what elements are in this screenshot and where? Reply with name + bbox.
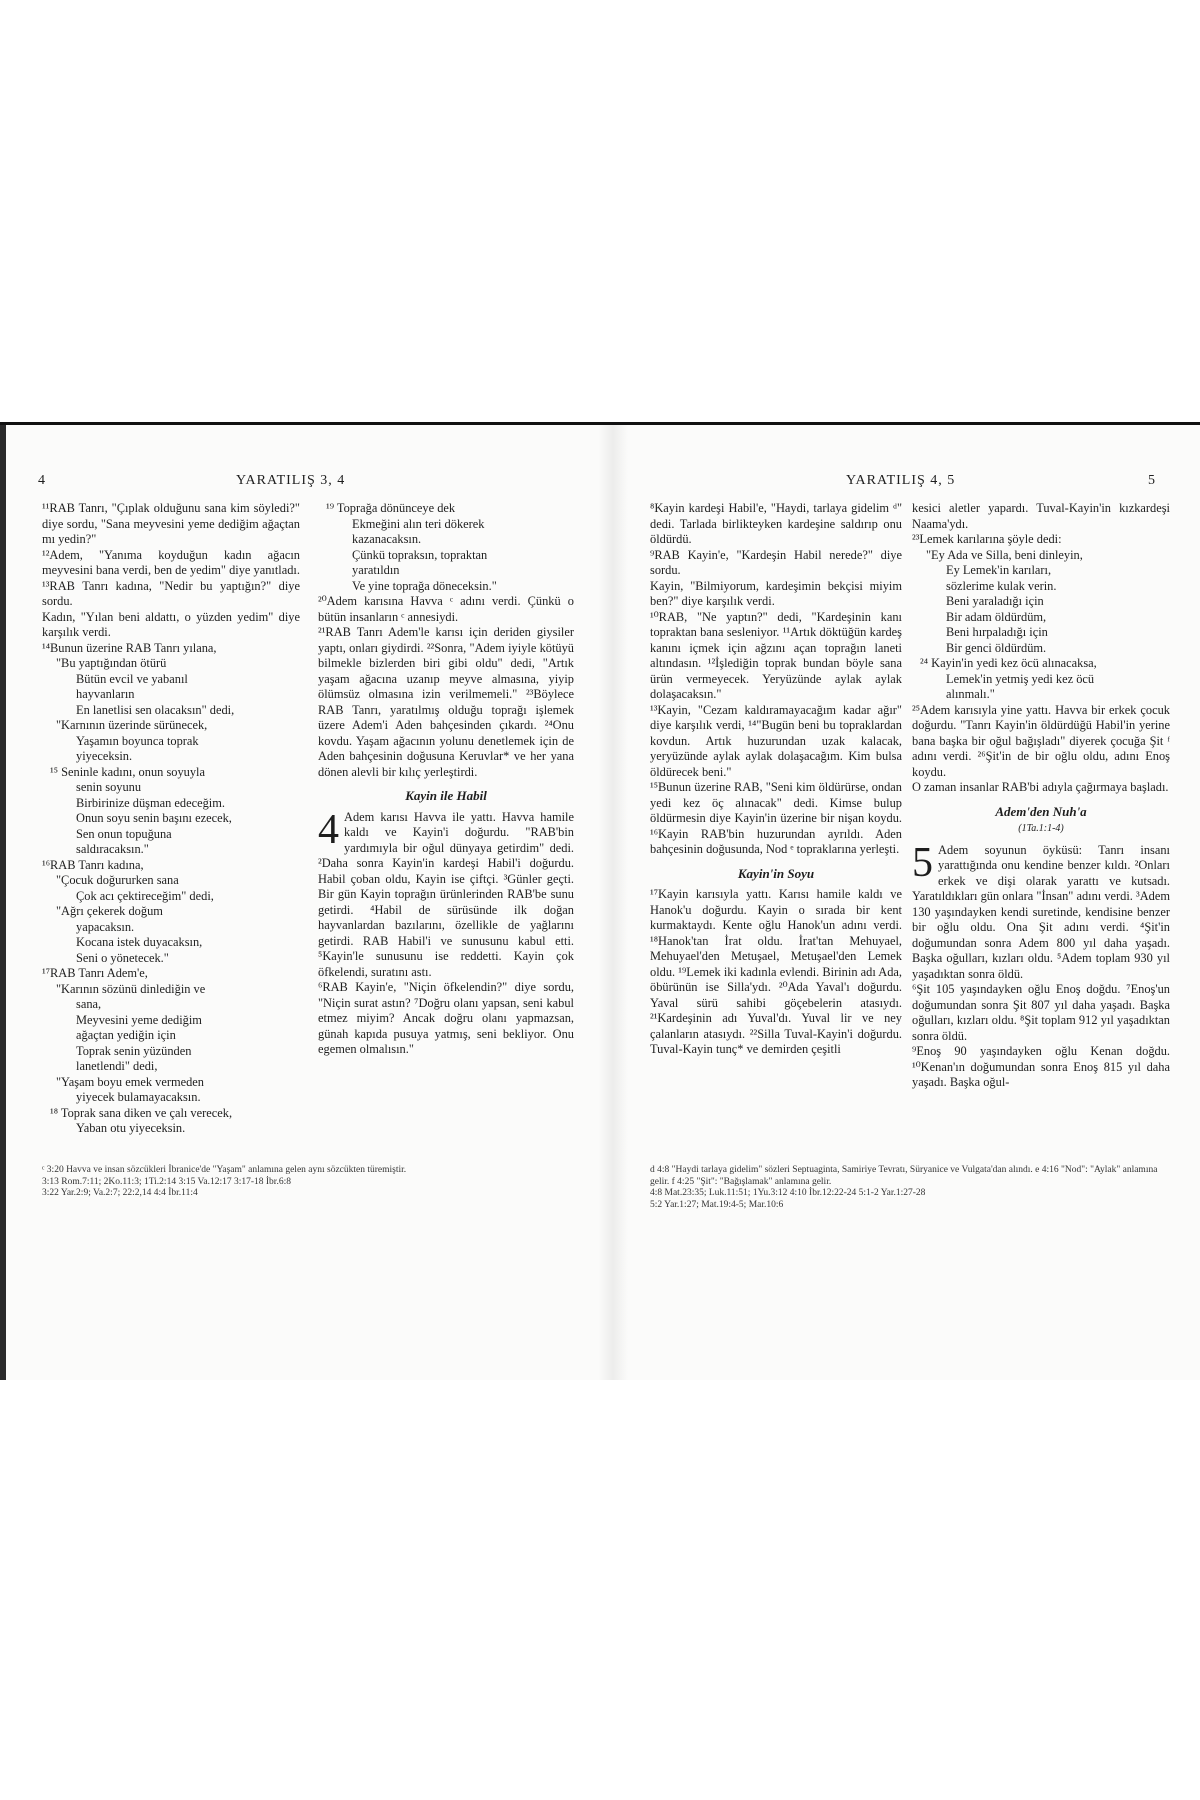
- poetry-line: ağaçtan yediğin için: [76, 1028, 176, 1042]
- footnote-line: 3:22 Yar.2:9; Va.2:7; 22:2,14 4:4 İbr.11:4: [42, 1188, 198, 1198]
- left-column-1: [42, 501, 300, 1137]
- right-header: [640, 473, 1180, 491]
- paragraph-text: Adem soyunun öyküsü: Tanrı insanı yarattığında onu kendine benzer kıldı. ²Onları erkek ve dişi olarak yarattı ve kutsadı. Yaratıldıkları gün onlara "İnsan" adını verdi. ³Adem 130 yaşındayken kendi suretinde, kendisine benzer bir oğlu oldu. Ona Şit adını verdi. ⁴Şit'in doğumundan sonra Adem 800 yıl daha yaşadı. Başka oğulları, kızları oldu. ⁵Adem toplam 930 yıl yaşadıktan sonra öldü.: [912, 842, 1170, 981]
- poetry-line: Ekmeğini alın teri dökerek: [352, 516, 485, 531]
- poetry-line: "Karnının üzerinde sürünecek,: [56, 718, 208, 732]
- verse-paragraph: ⁹RAB Kayin'e, "Kardeşin Habil nerede?" diye sordu.: [650, 547, 902, 577]
- verse-paragraph: ¹⁵Bunun üzerine RAB, "Seni kim öldürürse, ondan yedi kez öç alınacak" dedi. Kimse bulup öldürmesin diye Kayin'in üzerine bir nişan koydu. ¹⁶Kayin RAB'bin huzurundan ayrıldı. Aden bahçesinin doğusunda, Nod ᵉ topraklarına yerleşti.: [650, 780, 902, 856]
- book-spread: [0, 422, 1200, 1380]
- poetry-line: En lanetlisi sen olacaksın" dedi,: [76, 702, 235, 717]
- chapter-number: 5: [912, 839, 933, 886]
- cross-reference: (1Ta.1:1-4): [1018, 823, 1064, 834]
- section-heading: Adem'den Nuh'a: [995, 803, 1087, 819]
- chapter-number: 4: [318, 806, 339, 853]
- footnote-line: ᶜ 3:20 Havva ve insan sözcükleri İbranice'de "Yaşam" anlamına gelen aynı sözcükten türemiştir.: [42, 1165, 407, 1175]
- verse-paragraph: Kayin, "Bilmiyorum, kardeşimin bekçisi miyim ben?" diye karşılık verdi.: [650, 578, 902, 608]
- poetry-line: Çok acı çektireceğim" dedi,: [76, 888, 214, 903]
- left-column-2: [318, 501, 574, 1058]
- poetry-line: "Yaşam boyu emek vermeden: [56, 1074, 204, 1089]
- poetry-line: sana,: [76, 997, 102, 1011]
- poetry-line: Ve yine toprağa döneceksin.": [352, 578, 497, 593]
- page-number: 4: [38, 473, 46, 488]
- verse-paragraph: ²¹RAB Tanrı Adem'le karısı için deriden giysiler yaptı, onları giydirdi. ²²Sonra, "Adem iyiyle kötüyü bilmekle bizlerden biri gibi oldu" dedi, "Artık yaşam ağacına uzanıp meyve almasına, yiyip ölümsüz olmasına izin verilmemeli." ²³Böylece RAB Tanrı, yaratılmış olduğu toprağı işlemek üzere Adem'i Aden bahçesinden çıkardı. ²⁴Onu kovdu. Yaşam ağacının yolunu denetlemek için de Aden bahçesinin doğusuna Keruvlar* ve her yana dönen alevli bir kılıç yerleştirdi.: [318, 625, 574, 779]
- poetry-line: hayvanların: [76, 687, 135, 701]
- poetry-line: Lemek'in yetmiş yedi kez öcü: [946, 671, 1095, 686]
- poetry-line: Bir genci öldürdüm.: [946, 640, 1047, 655]
- verse-paragraph: ⁶RAB Kayin'e, "Niçin öfkelendin?" diye sordu, "Niçin surat astın? ⁷Doğru olanı yapsan, seni kabul etmez miyim? Ancak doğru olanı yapmazsan, günah kapıda pusuya yatmış, seni bekliyor. Onu egemen olmalısın.": [318, 980, 574, 1056]
- verse-paragraph: ¹⁶RAB Tanrı kadına,: [42, 857, 144, 872]
- verse-paragraph: Kadın, "Yılan beni aldattı, o yüzden yedim" diye karşılık verdi.: [42, 609, 300, 639]
- verse-paragraph: ¹⁷RAB Tanrı Adem'e,: [42, 966, 148, 980]
- verse-paragraph: kesici aletler yapardı. Tuval-Kayin'in kızkardeşi Naama'ydı.: [912, 501, 1170, 531]
- left-footnotes: [42, 1165, 574, 1200]
- chapter-paragraph: [912, 839, 1170, 983]
- verse-paragraph: ⁹Enoş 90 yaşındayken oğlu Kenan doğdu. ¹⁰Kenan'ın doğumundan sonra Enoş 815 yıl daha yaşadı. Başka oğul-: [912, 1044, 1170, 1089]
- poetry-line: sözlerime kulak verin.: [946, 578, 1057, 593]
- verse-paragraph: O zaman insanlar RAB'bi adıyla çağırmaya başladı.: [912, 780, 1169, 794]
- right-column-2: [912, 501, 1170, 1091]
- right-column-1: [650, 501, 902, 1058]
- poetry-line: Birbirinize düşman edeceğim.: [76, 795, 225, 810]
- poetry-line: yiyecek bulamayacaksın.: [76, 1090, 201, 1104]
- poetry-line: yaratıldın: [352, 563, 400, 577]
- poetry-line: Kocana istek duyacaksın,: [76, 935, 203, 949]
- poetry-line: Seni o yönetecek.": [76, 950, 169, 965]
- poetry-line: Bütün evcil ve yabanıl: [76, 671, 188, 686]
- poetry-line: lanetlendi" dedi,: [76, 1059, 158, 1073]
- poetry-line: Beni hırpaladığı için: [946, 625, 1048, 639]
- verse-paragraph: ⁶Şit 105 yaşındayken oğlu Enoş doğdu. ⁷Enoş'un doğumundan sonra Şit 807 yıl daha yaşadı. Başka oğulları, kızları oldu. ⁸Şit toplam 912 yıl yaşadıktan sonra öldü.: [912, 982, 1170, 1043]
- poetry-line: Bir adam öldürdüm,: [946, 609, 1047, 624]
- poetry-line: ¹⁸ Toprak sana diken ve çalı verecek,: [50, 1105, 233, 1120]
- poetry-line: Sen onun topuğuna: [76, 826, 172, 841]
- verse-paragraph: ²³Lemek karılarına şöyle dedi:: [912, 532, 1062, 546]
- poetry-line: Yaban otu yiyeceksin.: [76, 1121, 186, 1135]
- verse-paragraph: ¹⁰RAB, "Ne yaptın?" dedi, "Kardeşinin kanı topraktan bana sesleniyor. ¹¹Artık döktüğün kardeş kanını içmek için ağzını açan toprağın laneti altındasın. ¹²İşlediğin toprak bundan böyle sana ürün vermeyecek. Yeryüzünde aylak aylak dolaşacaksın.": [650, 609, 902, 701]
- poetry-line: "Ey Ada ve Silla, beni dinleyin,: [926, 547, 1083, 562]
- left-header: [30, 473, 585, 491]
- poetry-line: senin soyunu: [76, 780, 142, 794]
- poetry-line: Meyvesini yeme dediğim: [76, 1012, 202, 1027]
- right-page: [640, 425, 1180, 1380]
- page-edge-shadow: [0, 425, 6, 1380]
- verse-paragraph: ¹³Kayin, "Cezam kaldıramayacağım kadar ağır" diye karşılık verdi, ¹⁴"Bugün beni bu topraklardan kovdun. Artık huzurundan uzak kalacak, yeryüzünde aylak aylak dolaşacağım. Kim bulsa öldürecek beni.": [650, 702, 902, 779]
- poetry-line: yiyeceksin.: [76, 749, 133, 763]
- poetry-line: saldıracaksın.": [76, 842, 149, 856]
- page-number: 5: [1148, 473, 1156, 488]
- poetry-line: "Karının sözünü dinlediğin ve: [56, 981, 206, 996]
- running-head: YARATILIŞ 3, 4: [236, 473, 346, 488]
- verse-paragraph: ¹⁴Bunun üzerine RAB Tanrı yılana,: [42, 640, 217, 655]
- chapter-paragraph: [318, 806, 574, 981]
- footnote-line: d 4:8 "Haydi tarlaya gidelim" sözleri Septuaginta, Samiriye Tevratı, Süryanice ve Vulgata'dan alındı. e 4:16 "Nod": "Aylak" anlamına gelir. f 4:25 "Şit": "Bağışlamak" anlamına gelir.: [650, 1165, 1158, 1187]
- right-footnotes: [650, 1165, 1170, 1211]
- poetry-line: Çünkü topraksın, topraktan: [352, 547, 488, 562]
- poetry-line: Beni yaraladığı için: [946, 594, 1044, 608]
- poetry-line: ¹⁵ Seninle kadını, onun soyuyla: [50, 764, 205, 779]
- poetry-line: "Çocuk doğururken sana: [56, 873, 179, 887]
- section-heading: Kayin ile Habil: [405, 788, 487, 803]
- poetry-line: ¹⁹ Toprağa dönünceye dek: [326, 501, 456, 515]
- poetry-line: "Ağrı çekerek doğum: [56, 904, 163, 918]
- verse-paragraph: ⁸Kayin kardeşi Habil'e, "Haydi, tarlaya gidelim ᵈ" dedi. Tarlada birlikteyken kardeşine saldırıp onu öldürdü.: [650, 501, 902, 546]
- poetry-line: Toprak senin yüzünden: [76, 1043, 192, 1058]
- book-gutter: [598, 425, 628, 1380]
- footnote-line: 5:2 Yar.1:27; Mat.19:4-5; Mar.10:6: [650, 1199, 784, 1210]
- verse-paragraph: ¹²Adem, "Yanıma koyduğun kadın ağacın meyvesini bana verdi, ben de yedim" diye yanıtladı.: [42, 547, 300, 577]
- verse-paragraph: ²⁵Adem karısıyla yine yattı. Havva bir erkek çocuk doğurdu. "Tanrı Kayin'in öldürdüğü Habil'in yerine bana başka bir oğul bağışladı" diyerek çocuğa Şit ᶠ adını verdi. ²⁶Şit'in de bir oğlu oldu, adını Enoş koydu.: [912, 702, 1170, 779]
- poetry-line: Ey Lemek'in karıları,: [946, 563, 1052, 577]
- poetry-line: alınmalı.": [946, 687, 995, 701]
- verse-paragraph: ²⁰Adem karısına Havva ᶜ adını verdi. Çünkü o bütün insanların ᶜ annesiydi.: [318, 594, 574, 624]
- footnote-line: 4:8 Mat.23:35; Luk.11:51; 1Yu.3:12 4:10 İbr.12:22-24 5:1-2 Yar.1:27-28: [650, 1188, 926, 1198]
- verse-paragraph: ¹³RAB Tanrı kadına, "Nedir bu yaptığın?" diye sordu.: [42, 578, 300, 608]
- verse-paragraph: ¹⁷Kayin karısıyla yattı. Karısı hamile kaldı ve Hanok'u doğurdu. Kayin o sırada bir kent kurmaktaydı. Kente oğlu Hanok'un adını verdi. ¹⁸Hanok'tan İrat oldu. İrat'tan Mehuyael, Mehuyael'den Metuşael, Metuşael'den Lemek oldu. ¹⁹Lemek iki kadınla evlendi. Birinin adı Ada, öbürünün ise Silla'ydı. ²⁰Ada Yaval'ı doğurdu. Yaval sürü sahibi göçebelerin atasıydı. ²¹Kardeşinin adı Yuval'dı. Yuval lir ve ney çalanların atasıydı. ²²Silla Tuval-Kayin'i doğurdu. Tuval-Kayin tunç* ve demirden çeşitli: [650, 887, 902, 1056]
- poetry-line: "Bu yaptığından ötürü: [56, 656, 167, 670]
- poetry-line: Yaşamın boyunca toprak: [76, 733, 199, 748]
- left-page: [30, 425, 585, 1380]
- paragraph-text: Adem karısı Havva ile yattı. Havva hamile kaldı ve Kayin'i doğurdu. "RAB'bin yardımıyla bir oğul dünyaya getirdim" dedi. ²Daha sonra Kayin'in kardeşi Habil'i doğurdu. Habil çoban oldu, Kayin ise çiftçi. ³Günler geçti. Bir gün Kayin toprağın ürünlerinden RAB'be sunu getirdi. ⁴Habil de sürüsünde ilk doğan hayvanlardan bazılarını, özellikle de yağlarını getirdi. RAB Habil'i ve sunusunu kabul etti. ⁵Kayin'le sunusunu ise reddetti. Kayin çok öfkelendi, suratını astı.: [318, 809, 574, 979]
- poetry-line: yapacaksın.: [76, 919, 135, 934]
- poetry-line: ²⁴ Kayin'in yedi kez öcü alınacaksa,: [920, 656, 1097, 670]
- poetry-line: kazanacaksın.: [352, 532, 422, 546]
- running-head: YARATILIŞ 4, 5: [846, 473, 956, 488]
- section-heading: Kayin'in Soyu: [737, 865, 815, 881]
- verse-paragraph: ¹¹RAB Tanrı, "Çıplak olduğunu sana kim söyledi?" diye sordu, "Sana meyvesini yeme dediğim ağaçtan mı yedin?": [42, 501, 300, 546]
- poetry-line: Onun soyu senin başını ezecek,: [76, 811, 232, 825]
- footnote-line: 3:13 Rom.7:11; 2Ko.11:3; 1Ti.2:14 3:15 Va.12:17 3:17-18 İbr.6:8: [42, 1176, 291, 1187]
